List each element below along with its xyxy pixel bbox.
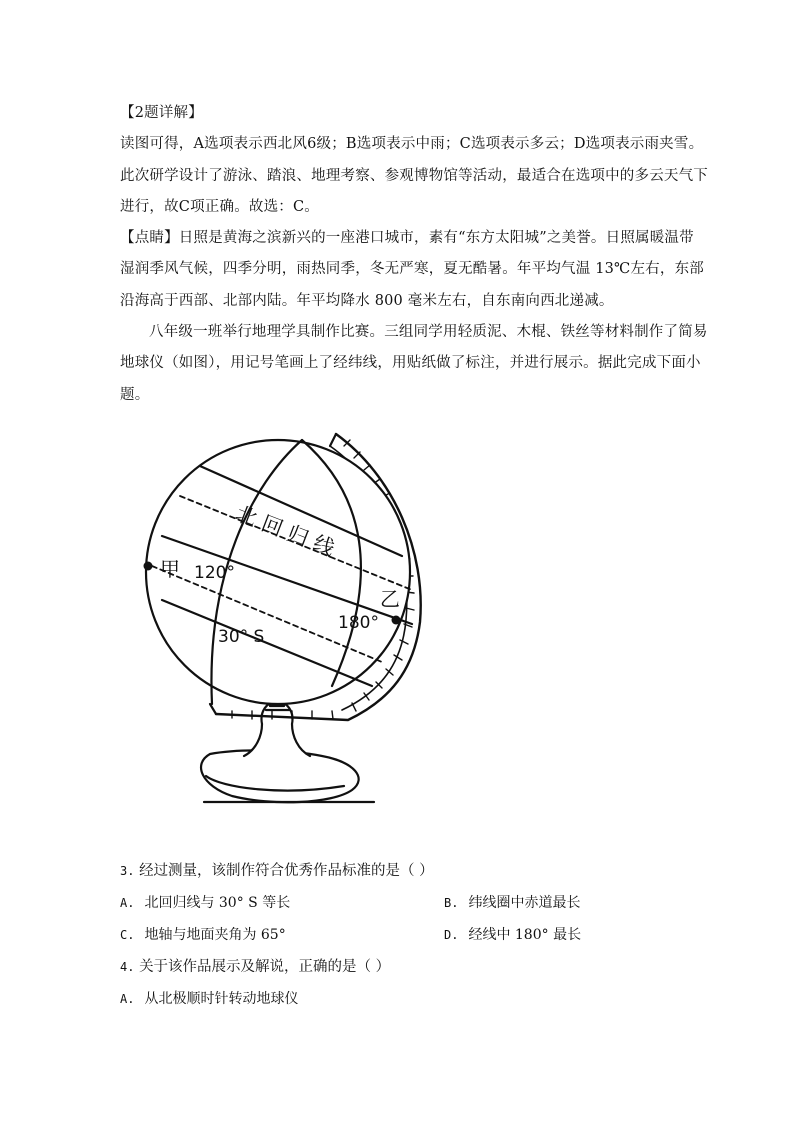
question-number: 3. [120,864,135,878]
globe-figure [132,424,432,812]
explanation-line: 读图可得，A选项表示西北风6级；B选项表示中雨；C选项表示多云；D选项表示雨夹雪。 [120,136,704,153]
explanation-line: 进行，故C项正确。故选：C。 [120,198,319,215]
label-lon120: 120° [194,563,235,583]
note-line: 湿润季风气候，四季分明，雨热同季，冬无严寒，夏无酷暑。年平均气温 13℃左右，东部 [120,261,704,278]
label-yi: 乙 [380,587,400,611]
question-text: 经过测量，该制作符合优秀作品标准的是（ ） [139,863,434,879]
option-text: 地轴与地面夹角为 65° [144,927,286,943]
question-4-stem [120,957,390,977]
intro-line: 八年级一班举行地理学具制作比赛。三组同学用轻质泥、木棍、铁丝等材料制作了简易 [149,324,708,341]
tropic-label: 北 回 归 线 [232,501,338,561]
label-jia: 甲 [160,557,180,581]
option-letter: C. [120,928,135,942]
option-3b [444,893,580,913]
option-3c [120,925,286,945]
globe-base [201,750,359,802]
explanation-block [120,98,708,411]
intro-line: 题。 [120,386,150,403]
label-lat30s: 30° S [218,627,265,647]
point-yi [392,616,401,625]
note-line: 【点睛】日照是黄海之滨新兴的一座港口城市，素有“东方太阳城”之美誉。日照属暖温带 [120,230,694,247]
question-text: 关于该作品展示及解说，正确的是（ ） [139,959,391,975]
point-jia [144,562,153,571]
option-letter: A. [120,992,135,1006]
option-letter: D. [444,928,459,942]
option-4a [120,989,298,1009]
option-text: 从北极顺时针转动地球仪 [144,991,299,1007]
option-3d [444,925,581,945]
globe-sphere [146,440,410,704]
option-text: 经线中 180° 最长 [468,927,582,943]
question-3-stem [120,861,434,881]
option-letter: B. [444,896,459,910]
question-number: 4. [120,960,135,974]
label-lon180: 180° [338,613,379,633]
note-line: 沿海高于西部、北部内陆。年平均降水 800 毫米左右，自东南向西北递减。 [120,292,614,309]
explanation-heading: 【2题详解】 [120,105,203,121]
option-3a [120,893,290,913]
explanation-line: 此次研学设计了游泳、踏浪、地理考察、参观博物馆等活动，最适合在选项中的多云天气下 [120,167,708,184]
option-letter: A. [120,896,135,910]
option-text: 纬线圈中赤道最长 [468,895,581,911]
intro-line: 地球仪（如图），用记号笔画上了经纬线，用贴纸做了标注，并进行展示。据此完成下面小 [120,355,701,372]
option-text: 北回归线与 30° S 等长 [144,895,291,911]
